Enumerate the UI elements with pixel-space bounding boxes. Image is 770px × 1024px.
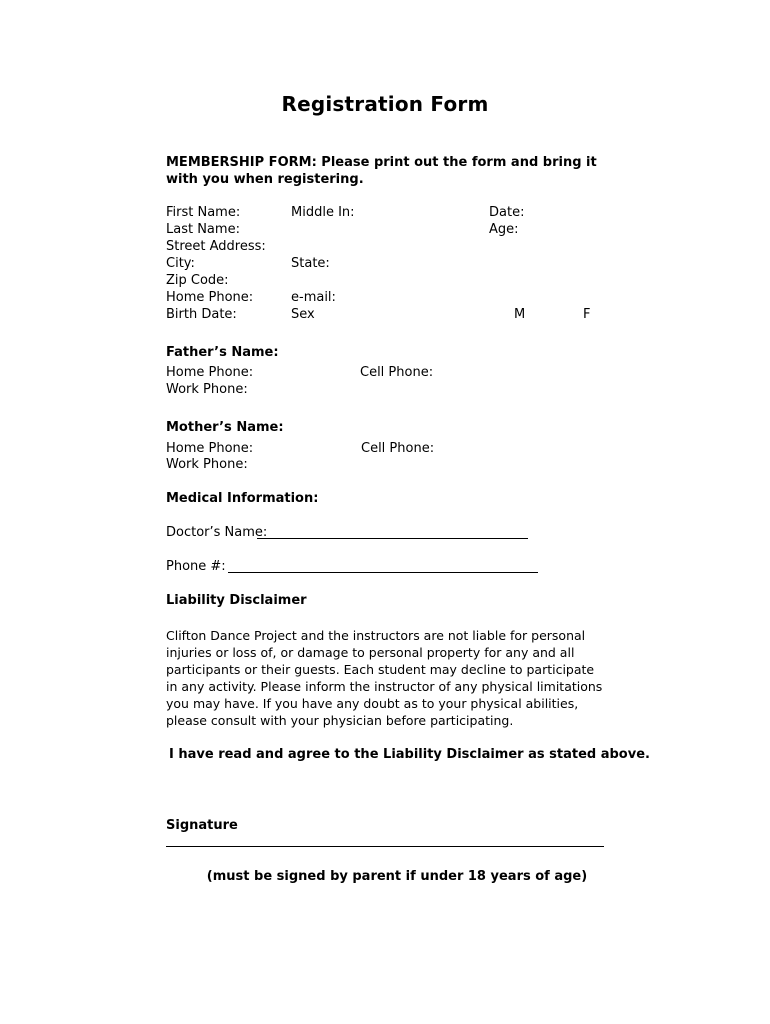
liability-heading: Liability Disclaimer xyxy=(166,593,307,608)
zip-code-label: Zip Code: xyxy=(166,273,229,288)
birth-date-label: Birth Date: xyxy=(166,307,237,322)
sex-option-f: F xyxy=(583,307,591,322)
doctor-name-line[interactable] xyxy=(257,538,528,539)
phone-number-label: Phone #: xyxy=(166,559,226,574)
father-name-heading: Father’s Name: xyxy=(166,345,279,360)
signature-line[interactable] xyxy=(166,846,604,847)
city-label: City: xyxy=(166,256,195,271)
street-address-label: Street Address: xyxy=(166,239,266,254)
father-cell-phone-label: Cell Phone: xyxy=(360,365,434,380)
liability-text: Clifton Dance Project and the instructors are not liable for personal injuries or loss of, or damage to personal property for any and all participants or their guests. Each student may decline to participate in any activity. Please inform the instructor of any physical limitations you may have. If you have any doubt as to your physical abilities, please consult with your physician before participating. xyxy=(166,628,603,728)
middle-initial-label: Middle In: xyxy=(291,205,355,220)
sex-option-m: M xyxy=(514,307,526,322)
membership-intro: MEMBERSHIP FORM: Please print out the form and bring it with you when registering. xyxy=(166,155,597,187)
state-label: State: xyxy=(291,256,330,271)
page-title: Registration Form xyxy=(281,92,489,116)
signature-label: Signature xyxy=(166,818,238,833)
father-home-phone-label: Home Phone: xyxy=(166,365,254,380)
phone-number-line[interactable] xyxy=(228,572,538,573)
age-label: Age: xyxy=(489,222,519,237)
medical-info-heading: Medical Information: xyxy=(166,491,319,506)
signature-note: (must be signed by parent if under 18 years of age) xyxy=(206,869,588,884)
home-phone-label: Home Phone: xyxy=(166,290,254,305)
mother-work-phone-label: Work Phone: xyxy=(166,457,248,472)
mother-cell-phone-label: Cell Phone: xyxy=(361,441,435,456)
mother-name-heading: Mother’s Name: xyxy=(166,420,284,435)
last-name-label: Last Name: xyxy=(166,222,240,237)
sex-label: Sex xyxy=(291,307,315,322)
date-label: Date: xyxy=(489,205,525,220)
doctor-name-label: Doctor’s Name: xyxy=(166,525,268,540)
father-work-phone-label: Work Phone: xyxy=(166,382,248,397)
mother-home-phone-label: Home Phone: xyxy=(166,441,254,456)
email-label: e-mail: xyxy=(291,290,336,305)
first-name-label: First Name: xyxy=(166,205,241,220)
agreement-statement: I have read and agree to the Liability Disclaimer as stated above. xyxy=(169,747,650,762)
